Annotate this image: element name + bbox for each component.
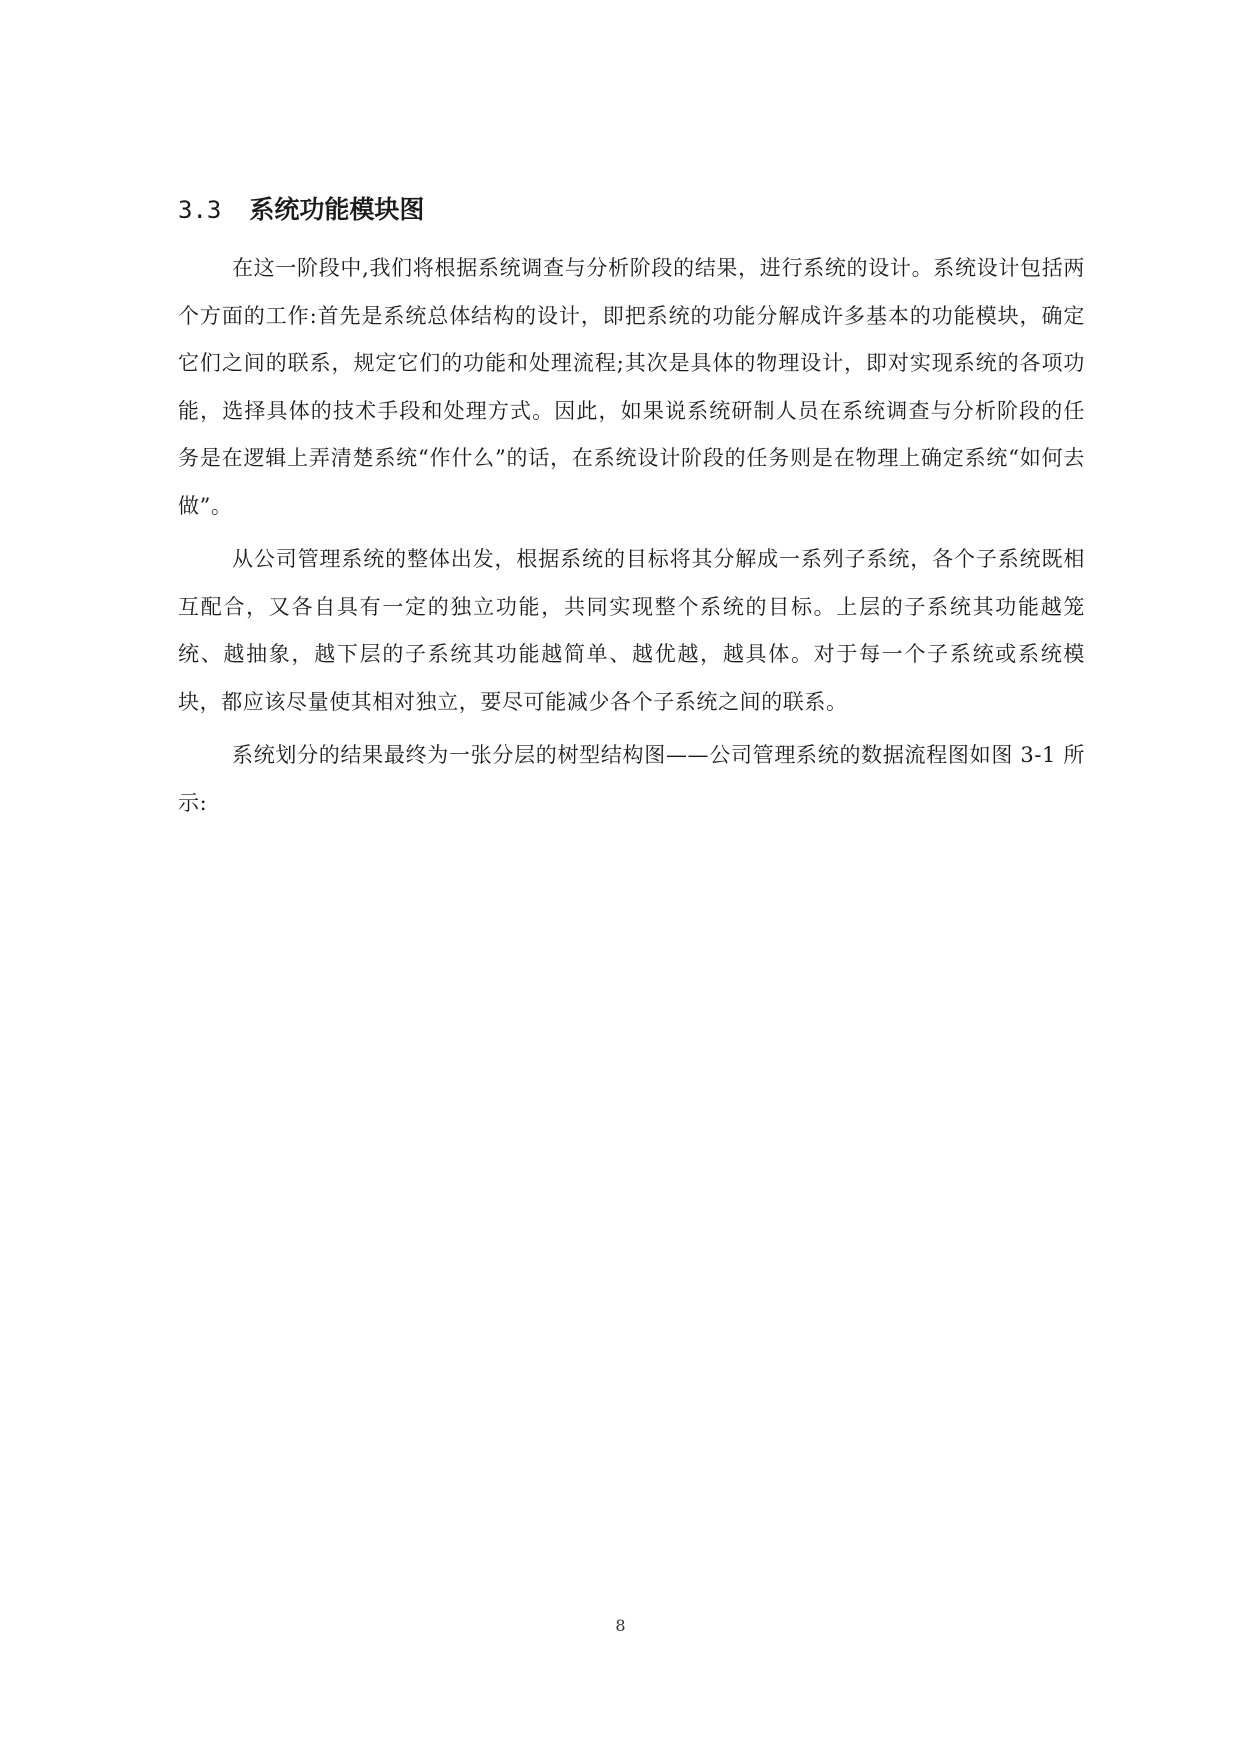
paragraph-subsystems: 从公司管理系统的整体出发，根据系统的目标将其分解成一系列子系统，各个子系统既相互配合，又各自具有一定的独立功能，共同实现整个系统的目标。上层的子系统其功能越笼统、越抽象，越下层的子系统其功能越简单、越优越，越具体。对于每一个子系统或系统模块，都应该尽量使其相对独立，要尽可能减少各个子系统之间的联系。 bbox=[178, 547, 1085, 714]
page-number: 8 bbox=[615, 1616, 626, 1635]
section-number: 3.3 bbox=[178, 196, 222, 224]
paragraph-system-design: 在这一阶段中,我们将根据系统调查与分析阶段的结果，进行系统的设计。系统设计包括两个方面的工作:首先是系统总体结构的设计，即把系统的功能分解成许多基本的功能模块，确定它们之间的联系，规定它们的功能和处理流程;其次是具体的物理设计，即对实现系统的各项功能，选择具体的技术手段和处理方式。因此，如果说系统研制人员在系统调查与分析阶段的任务是在逻辑上弄清楚系统“作什么”的话，在系统设计阶段的任务则是在物理上确定系统“如何去做”。 bbox=[178, 256, 1085, 518]
body-text bbox=[178, 245, 1085, 833]
section-title: 系统功能模块图 bbox=[249, 195, 425, 224]
paragraph-figure-reference: 系统划分的结果最终为一张分层的树型结构图——公司管理系统的数据流程图如图 3-1 所示: bbox=[178, 743, 1085, 815]
section-heading bbox=[178, 188, 424, 232]
